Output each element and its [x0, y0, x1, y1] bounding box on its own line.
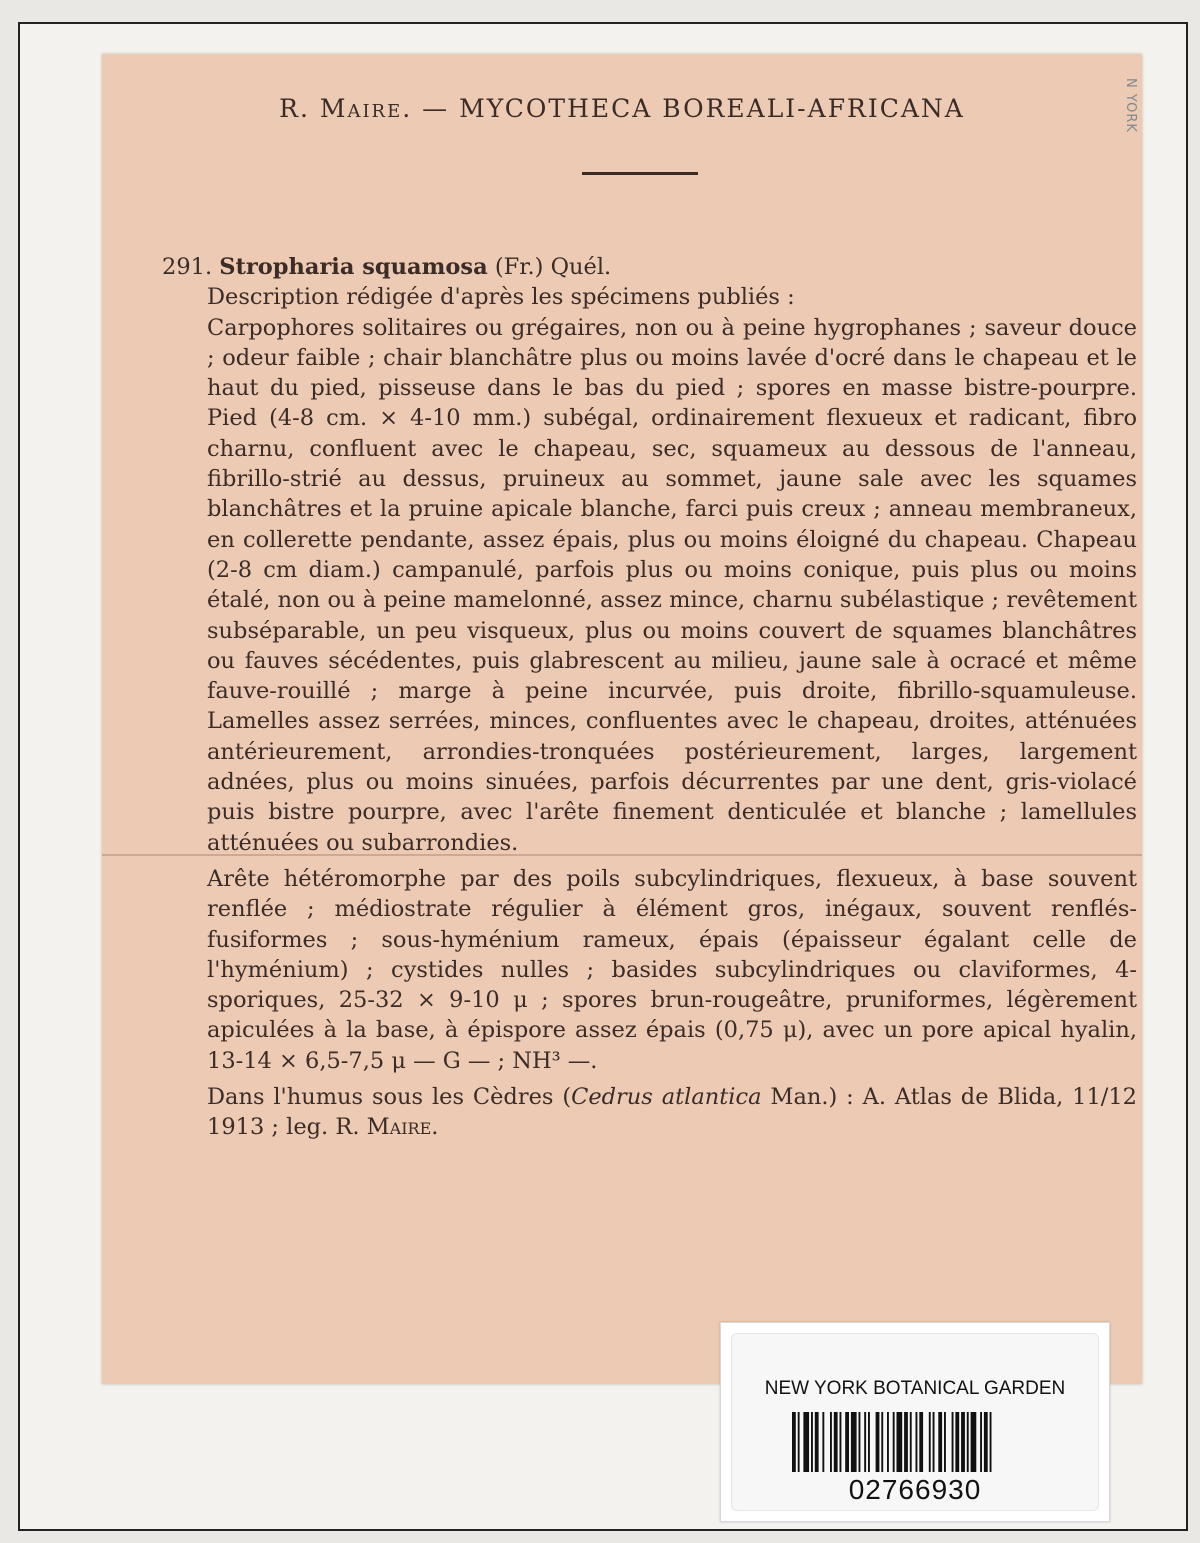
barcode-panel	[731, 1333, 1099, 1511]
entry-intro: Description rédigée d'après les spécimens publiés :	[207, 284, 795, 311]
micro-description: Arête hétéromorphe par des poils subcylindriques, flexueux, à base souvent renflée ; médiostrate régulier à élément gros, inégaux, souvent renflés-fusiformes ; sous-hyménium rameux, épais (épaisseur égalant celle de l'hyménium) ; cystides nulles ; basides subcylindriques ou claviformes, 4-sporiques, 25-32 × 9-10 μ ; spores brun-rougeâtre, pruniformes, légèrement apiculées à la base, à épispore assez épais (0,75 μ), avec un pore apical hyalin, 13-14 × 6,5-7,5 μ — G — ; NH³ —.	[207, 865, 1137, 1074]
barcode-label	[720, 1322, 1110, 1522]
label-header	[102, 94, 1142, 123]
collector-name: R. Maire.	[335, 1114, 439, 1141]
habitat-prefix: Dans l'humus sous les Cèdres (	[207, 1084, 572, 1111]
label-body	[147, 252, 1137, 1143]
entry-title	[147, 252, 1137, 282]
header-series: MYCOTHECA BOREALI-AFRICANA	[459, 94, 965, 123]
macro-description: Carpophores solitaires ou grégaires, non ou à peine hygrophanes ; saveur douce ; odeur faible ; chair blanchâtre plus ou moins lavée d'ocré dans le chapeau et le haut du pied, pisseuse dans le bas du pied ; spores en masse bistre-pourpre. Pied (4-8 cm. × 4-10 mm.) subégal, ordinairement flexueux et radicant, fibro charnu, confluent avec le chapeau, sec, squameux au dessous de l'anneau, fibrillo-strié au dessus, pruineux au sommet, jaune sale avec les squames blanchâtres et la pruine apicale blanche, farci puis creux ; anneau membraneux, en collerette pendante, assez épais, plus ou moins éloigné du chapeau. Chapeau (2-8 cm diam.) campanulé, parfois plus ou moins conique, puis plus ou moins étalé, non ou à peine mamelonné, assez mince, charnu subélastique ; revêtement subséparable, un peu visqueux, plus ou moins couvert de squames blanchâtres ou fauves sécédentes, puis glabrescent au milieu, jaune sale à ocracé et même fauve-rouillé ; marge à peine incurvée, puis droite, fibrillo-squamuleuse. Lamelles assez serrées, minces, confluentes avec le chapeau, droites, atténuées antérieurement, arrondies-tronquées postérieurement, larges, largement adnées, plus ou moins sinuées, parfois décurrentes par une dent, gris-violacé puis bistre pourpre, avec l'arête finement denticulée et blanche ; lamellules atténuées ou subarrondies.	[207, 314, 1137, 856]
header-rule	[582, 172, 698, 175]
institution-stamp: N YORK	[1123, 78, 1138, 133]
habitat-suffix: ) : A. Atlas de Blida, 11/12 1913 ; leg.	[207, 1084, 1138, 1141]
entry-number: 291.	[162, 254, 213, 280]
header-dash: —	[422, 94, 450, 123]
habitat-species: Cedrus atlantica	[571, 1084, 762, 1111]
specimen-label	[102, 54, 1142, 1384]
header-author: R. Maire.	[279, 94, 413, 123]
habitat-locality	[147, 1082, 1137, 1143]
barcode-number: 02766930	[848, 1474, 982, 1505]
habitat-species-author: Man.	[770, 1084, 829, 1111]
entry-authority: (Fr.) Quél.	[494, 254, 612, 280]
barcode-icon	[792, 1412, 1060, 1472]
herbarium-sheet	[18, 22, 1188, 1531]
entry-taxon: Stropharia squamosa	[219, 254, 488, 280]
barcode-institution: NEW YORK BOTANICAL GARDEN	[764, 1378, 1066, 1399]
